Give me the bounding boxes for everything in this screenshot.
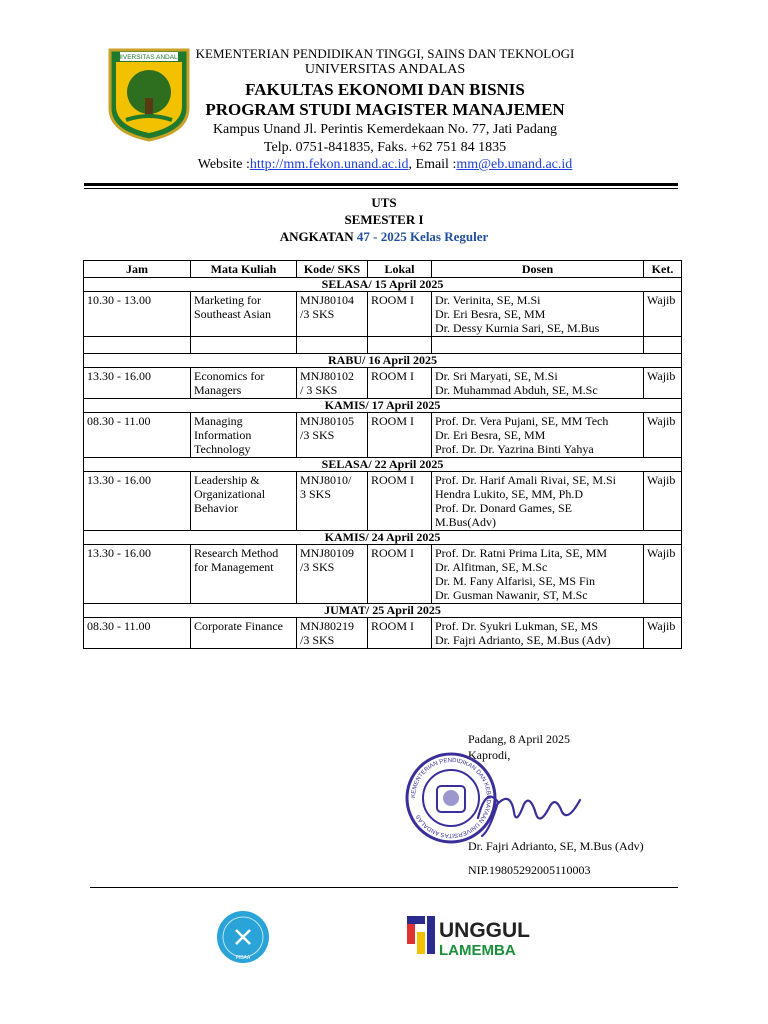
- cell-mata-kuliah: [191, 618, 297, 649]
- course-line: Managers: [194, 383, 242, 397]
- cell-mata-kuliah: [191, 368, 297, 399]
- lamemba-text: LAMEMBA: [439, 942, 516, 959]
- cell-dosen: [432, 472, 644, 531]
- cell-dosen: [432, 545, 644, 604]
- course-line: Behavior: [194, 501, 238, 515]
- empty-cell: [644, 337, 682, 354]
- table-row: [84, 472, 682, 531]
- day-label: SELASA/ 15 April 2025: [84, 278, 682, 292]
- lecturer-line: Dr. Muhammad Abduh, SE, M.Sc: [435, 383, 598, 397]
- exam-title: UTS: [371, 195, 397, 210]
- contact-line: [180, 157, 590, 173]
- code-line: MNJ80219: [300, 619, 355, 633]
- cell-jam: 13.30 - 16.00: [84, 368, 191, 399]
- code-line: MNJ80105: [300, 414, 355, 428]
- course-line: Marketing for: [194, 293, 261, 307]
- cell-lokal: ROOM I: [368, 618, 432, 649]
- table-row: [84, 545, 682, 604]
- course-line: for Management: [194, 560, 274, 574]
- column-header: Lokal: [368, 261, 432, 278]
- code-line: MNJ8010/: [300, 473, 352, 487]
- lecturer-line: Dr. Eri Besra, SE, MM: [435, 428, 546, 442]
- course-line: Leadership &: [194, 473, 260, 487]
- empty-cell: [297, 337, 368, 354]
- cell-ket: Wajib: [644, 545, 682, 604]
- empty-cell: [432, 337, 644, 354]
- day-row: [84, 458, 682, 472]
- cell-jam: 13.30 - 16.00: [84, 472, 191, 531]
- cell-lokal: ROOM I: [368, 472, 432, 531]
- day-label: KAMIS/ 17 April 2025: [84, 399, 682, 413]
- cell-lokal: ROOM I: [368, 292, 432, 337]
- website-link[interactable]: http://mm.fekon.unand.ac.id: [249, 157, 409, 172]
- lecturer-line: Hendra Lukito, SE, MM, Ph.D: [435, 487, 583, 501]
- lecturer-line: Prof. Dr. Dr. Yazrina Binti Yahya: [435, 442, 594, 456]
- day-label: JUMAT/ 25 April 2025: [84, 604, 682, 618]
- logo-text: UNIVERSITAS ANDALAS: [111, 54, 187, 61]
- cell-kode-sks: [297, 413, 368, 458]
- cell-dosen: [432, 413, 644, 458]
- lecturer-line: Dr. M. Fany Alfarisi, SE, MS Fin: [435, 574, 596, 588]
- fibaa-text: FIBAA: [235, 955, 251, 961]
- program-name: PROGRAM STUDI MAGISTER MANAJEMEN: [205, 100, 565, 119]
- course-line: Technology: [194, 442, 251, 456]
- cell-lokal: ROOM I: [368, 413, 432, 458]
- lecturer-line: Dr. Sri Maryati, SE, M.Si: [435, 369, 558, 383]
- code-line: / 3 SKS: [300, 383, 338, 397]
- signer-nip: NIP.19805292005110003: [468, 863, 591, 877]
- handwritten-signature: [470, 778, 590, 840]
- column-header: Ket.: [644, 261, 682, 278]
- signer-role: Kaprodi,: [468, 748, 511, 762]
- phone: Telp. 0751-841835, Faks. +62 751 84 1835: [263, 140, 507, 155]
- angkatan-title: [0, 229, 768, 245]
- day-row: [84, 399, 682, 413]
- lecturer-line: Prof. Dr. Syukri Lukman, SE, MS: [435, 619, 599, 633]
- lecturer-line: M.Bus(Adv): [435, 515, 497, 529]
- footer-rule: [90, 887, 678, 888]
- unggul-text: UNGGUL: [439, 919, 530, 942]
- table-row: [84, 413, 682, 458]
- header-rule-thin: [84, 188, 678, 189]
- cell-kode-sks: [297, 472, 368, 531]
- angkatan-value: 47 - 2025 Kelas Reguler: [356, 229, 489, 244]
- fibaa-logo: [216, 910, 270, 964]
- day-row: [84, 604, 682, 618]
- lecturer-line: Dr. Eri Besra, SE, MM: [435, 307, 546, 321]
- unggul-lamemba-logo: [405, 910, 545, 960]
- column-header: Mata Kuliah: [191, 261, 297, 278]
- cell-jam: 13.30 - 16.00: [84, 545, 191, 604]
- cell-kode-sks: [297, 292, 368, 337]
- course-line: Managing: [194, 414, 243, 428]
- day-label: SELASA/ 22 April 2025: [84, 458, 682, 472]
- table-row: [84, 618, 682, 649]
- lecturer-line: Prof. Dr. Vera Pujani, SE, MM Tech: [435, 414, 609, 428]
- cell-ket: Wajib: [644, 472, 682, 531]
- code-line: /3 SKS: [300, 428, 335, 442]
- cell-jam: 08.30 - 11.00: [84, 618, 191, 649]
- address: Kampus Unand Jl. Perintis Kemerdekaan No. 77, Jati Padang: [212, 122, 558, 137]
- cell-dosen: [432, 368, 644, 399]
- cell-mata-kuliah: [191, 545, 297, 604]
- code-line: /3 SKS: [300, 307, 335, 321]
- cell-mata-kuliah: [191, 413, 297, 458]
- cell-lokal: ROOM I: [368, 368, 432, 399]
- code-line: /3 SKS: [300, 633, 335, 647]
- column-header: Kode/ SKS: [297, 261, 368, 278]
- header-rule-thick: [84, 183, 678, 186]
- cell-lokal: ROOM I: [368, 545, 432, 604]
- cell-ket: Wajib: [644, 618, 682, 649]
- cell-mata-kuliah: [191, 292, 297, 337]
- cell-jam: 10.30 - 13.00: [84, 292, 191, 337]
- university-name: UNIVERSITAS ANDALAS: [304, 62, 466, 77]
- lecturer-line: Prof. Dr. Donard Games, SE: [435, 501, 572, 515]
- lecturer-line: Dr. Dessy Kurnia Sari, SE, M.Bus: [435, 321, 600, 335]
- table-header-row: [84, 261, 682, 278]
- empty-row: [84, 337, 682, 354]
- cell-kode-sks: [297, 618, 368, 649]
- faculty-name: FAKULTAS EKONOMI DAN BISNIS: [245, 80, 525, 99]
- lecturer-line: Dr. Gusman Nawanir, ST, M.Sc: [435, 588, 588, 602]
- schedule-body: [84, 278, 682, 649]
- cell-dosen: [432, 292, 644, 337]
- ministry-name: KEMENTERIAN PENDIDIKAN TINGGI, SAINS DAN TEKNOLOGI: [195, 46, 575, 61]
- table-row: [84, 292, 682, 337]
- signer-name: Dr. Fajri Adrianto, SE, M.Bus (Adv): [468, 839, 644, 853]
- empty-cell: [368, 337, 432, 354]
- code-line: MNJ80104: [300, 293, 355, 307]
- lecturer-line: Prof. Dr. Harif Amali Rivai, SE, M.Si: [435, 473, 616, 487]
- day-row: [84, 278, 682, 292]
- day-row: [84, 531, 682, 545]
- semester-title: SEMESTER I: [344, 212, 424, 227]
- cell-jam: 08.30 - 11.00: [84, 413, 191, 458]
- cell-mata-kuliah: [191, 472, 297, 531]
- course-line: Economics for: [194, 369, 265, 383]
- table-row: [84, 368, 682, 399]
- website-label: Website :: [197, 157, 250, 172]
- schedule-table: [83, 260, 682, 649]
- course-line: Corporate Finance: [194, 619, 283, 633]
- cell-ket: Wajib: [644, 413, 682, 458]
- empty-cell: [84, 337, 191, 354]
- code-line: 3 SKS: [300, 487, 332, 501]
- column-header: Dosen: [432, 261, 644, 278]
- course-line: Southeast Asian: [194, 307, 271, 321]
- lecturer-line: Dr. Alfitman, SE, M.Sc: [435, 560, 548, 574]
- cell-kode-sks: [297, 368, 368, 399]
- column-header: Jam: [84, 261, 191, 278]
- code-line: MNJ80109: [300, 546, 355, 560]
- cell-ket: Wajib: [644, 292, 682, 337]
- day-label: KAMIS/ 24 April 2025: [84, 531, 682, 545]
- day-label: RABU/ 16 April 2025: [84, 354, 682, 368]
- cell-kode-sks: [297, 545, 368, 604]
- empty-cell: [191, 337, 297, 354]
- day-row: [84, 354, 682, 368]
- lecturer-line: Prof. Dr. Ratni Prima Lita, SE, MM: [435, 546, 607, 560]
- stamp-text: KEMENTERIAN PENDIDIKAN DAN KEBUDAYAAN UNIVERSITAS ANDALAS: [410, 757, 492, 839]
- cell-ket: Wajib: [644, 368, 682, 399]
- email-link[interactable]: mm@eb.unand.ac.id: [456, 157, 573, 172]
- email-label: , Email :: [408, 157, 457, 172]
- lecturer-line: Dr. Verinita, SE, M.Si: [435, 293, 541, 307]
- course-line: Research Method: [194, 546, 279, 560]
- code-line: MNJ80102: [300, 369, 355, 383]
- cell-dosen: [432, 618, 644, 649]
- lecturer-line: Dr. Fajri Adrianto, SE, M.Bus (Adv): [435, 633, 611, 647]
- place-date: Padang, 8 April 2025: [468, 732, 570, 746]
- course-line: Information: [194, 428, 252, 442]
- angkatan-label: ANGKATAN: [279, 229, 357, 244]
- code-line: /3 SKS: [300, 560, 335, 574]
- course-line: Organizational: [194, 487, 266, 501]
